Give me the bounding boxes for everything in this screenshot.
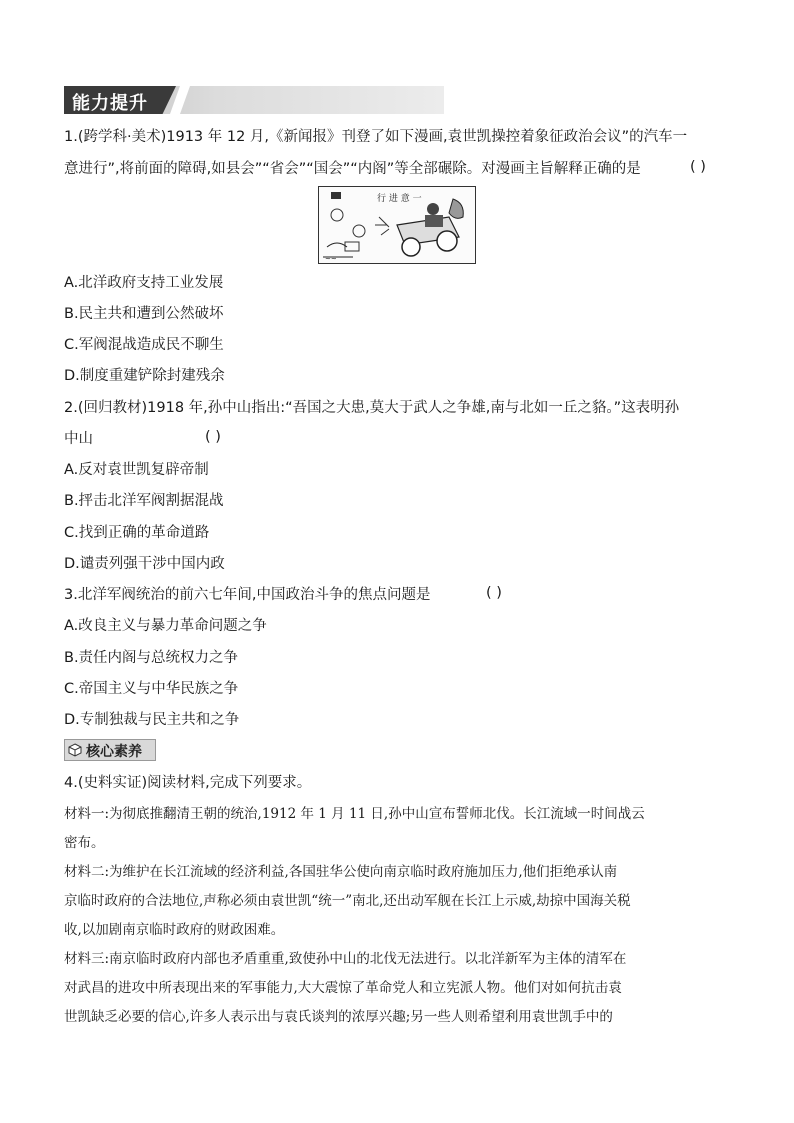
q1-cartoon-image [318, 186, 476, 264]
material-2-line1: 材料二:为维护在长江流域的经济利益,各国驻华公使向南京临时政府施加压力,他们拒绝承认南 [64, 864, 618, 880]
q2-option-d[interactable]: D.谴责列强干涉中国内政 [64, 556, 225, 572]
core-literacy-header [64, 739, 156, 761]
q3-option-b[interactable]: B.责任内阁与总统权力之争 [64, 650, 239, 666]
q1-option-d[interactable]: D.制度重建铲除封建残余 [64, 368, 225, 384]
q1-option-b[interactable]: B.民主共和遭到公然破坏 [64, 306, 224, 322]
q3-option-c[interactable]: C.帝国主义与中华民族之争 [64, 681, 239, 697]
q3-option-d[interactable]: D.专制独裁与民主共和之争 [64, 712, 240, 728]
cartoon-caption: 行 进 意 一 [377, 194, 422, 204]
q4-intro: 4.(史料实证)阅读材料,完成下列要求。 [64, 775, 312, 791]
q2-option-c[interactable]: C.找到正确的革命道路 [64, 525, 210, 541]
section-title: 能力提升 [72, 93, 148, 114]
material-3-line3: 世凯缺乏必要的信心,许多人表示出与袁氏谈判的浓厚兴趣;另一些人则希望利用袁世凯手中的 [64, 1009, 613, 1025]
q1-answer-paren: ( ) [690, 159, 706, 175]
q3-stem: 3.北洋军阀统治的前六七年间,中国政治斗争的焦点问题是 [64, 587, 431, 603]
q1-stem-line2: 意进行”,将前面的障碍,如县会”“省会”“国会”“内阁”等全部碾除。对漫画主旨解释正确的是 [64, 161, 641, 177]
material-2-line2: 京临时政府的合法地位,声称必须由袁世凯“统一”南北,还出动军舰在长江上示威,劫掠中国海关税 [64, 893, 631, 909]
cube-icon [68, 743, 82, 757]
material-1 [64, 800, 734, 1032]
q2-stem-line2: 中山 [64, 431, 93, 447]
material-2-line3: 收,以加剧南京临时政府的财政困难。 [64, 922, 285, 938]
q1-option-c[interactable]: C.军阀混战造成民不聊生 [64, 337, 224, 353]
q2-stem-line1: 2.(回归教材)1918 年,孙中山指出:“吾国之大患,莫大于武人之争雄,南与北如一丘之貉。”这表明孙 [64, 400, 680, 416]
svg-text:~~: ~~ [325, 255, 337, 263]
q3-answer-paren: ( ) [486, 585, 502, 601]
material-3-line1: 材料三:南京临时政府内部也矛盾重重,致使孙中山的北伐无法进行。以北洋新军为主体的清军在 [64, 951, 627, 967]
q1-stem-line1: 1.(跨学科·美术)1913 年 12 月,《新闻报》刊登了如下漫画,袁世凯操控着象征政治会议”的汽车一 [64, 129, 688, 145]
section-banner [64, 86, 444, 114]
material-1-line1: 材料一:为彻底推翻清王朝的统治,1912 年 1 月 11 日,孙中山宣布誓师北伐。长江流域一时间战云 [64, 806, 645, 822]
cartoon-drawing [319, 187, 475, 263]
material-1-line2: 密布。 [64, 835, 105, 851]
q1-option-a[interactable]: A.北洋政府支持工业发展 [64, 275, 224, 291]
material-3-line2: 对武昌的进攻中所表现出来的军事能力,大大震惊了革命党人和立宪派人物。他们对如何抗击袁 [64, 980, 622, 996]
q2-answer-paren: ( ) [205, 429, 221, 445]
q3-option-a[interactable]: A.改良主义与暴力革命问题之争 [64, 618, 267, 634]
q2-option-a[interactable]: A.反对袁世凯复辟帝制 [64, 462, 209, 478]
q2-option-b[interactable]: B.抨击北洋军阀割据混战 [64, 493, 224, 509]
core-literacy-title: 核心素养 [86, 744, 142, 760]
